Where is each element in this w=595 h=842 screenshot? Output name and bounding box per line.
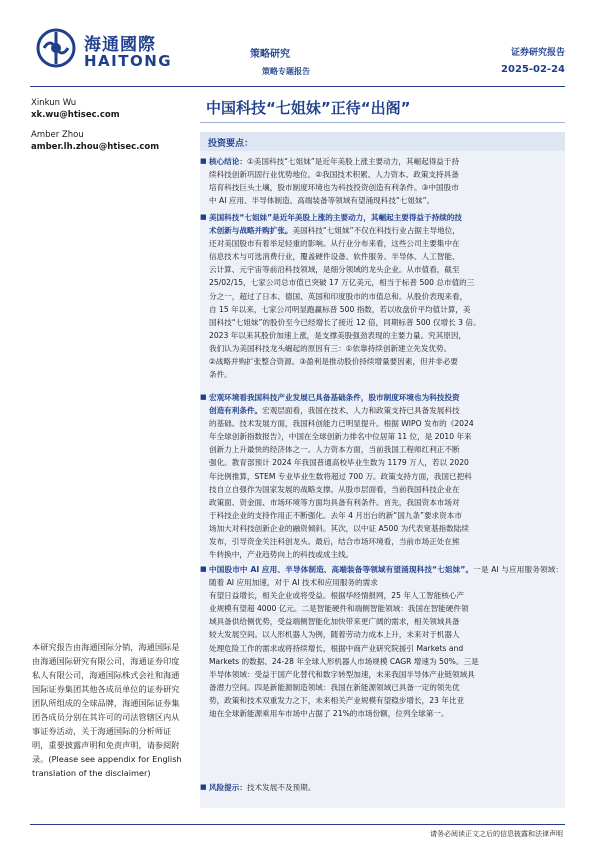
summary-paragraph	[200, 155, 563, 207]
report-date: 2025-02-24	[501, 64, 565, 75]
paragraph-line: 培育科技巨头土壤，股市制度环境也为科技投资创造有利条件。③中国股市	[209, 183, 459, 193]
paragraph-line: Markets 的数据、24-28 年全球人形机器人市场规模 CAGR 增速为 50%。三是	[209, 656, 479, 666]
paragraph-line: 中 AI 应用、半导体制造、高端装备等领域有望涌现科技“七姐妹”。	[209, 196, 435, 206]
paragraph-line: 业规模有望超 4000 亿元。二是智能硬件和端侧智能领域：我国在智能硬件领	[209, 604, 469, 614]
paragraph-lead-line: 创造有利条件。	[209, 406, 263, 416]
paragraph-line: 势，政策和技术双重发力之下，未来相关产业规模有望稳步增长，23 年比亚	[209, 695, 465, 705]
bullet-icon: ■	[200, 213, 207, 221]
paragraph-line: 技术发展不及预期。	[246, 783, 316, 792]
paragraph-lead: 美国科技“七姐妹”是近年美股上涨的主要动力，其崛起主要得益于持续的技	[209, 213, 462, 222]
paragraph-lead: 风险提示：	[209, 783, 247, 792]
header-divider	[30, 86, 565, 87]
author-name: Xinkun Wu	[31, 98, 77, 108]
paragraph-line: 条件。	[209, 370, 232, 380]
haitong-logo-icon	[36, 28, 76, 68]
paragraph-lead: 核心结论：	[209, 157, 247, 166]
paragraph-line: 场加大对科技创新企业的融资倾斜。其次，以中证 A500 为代表宽基指数陆续	[209, 523, 469, 533]
paragraph-line: 一是 AI 与应用服务领域：随着 AI 应用加速，对于 AI 技术和应用服务的需求	[209, 565, 563, 588]
paragraph-line: 政策面、资金面、市场环境等方面均具备有利条件。首先，我国资本市场对	[209, 497, 460, 507]
bullet-icon: ■	[200, 783, 207, 791]
paragraph-line: 2023 年以来其股价加速上涨，是支撑美股强劲表现的主要力量。究其原因，	[209, 330, 467, 340]
paragraph-line: 的基础。技术发展方面，我国科创能力已明显提升。根据 WIPO 发布的《2024	[209, 419, 474, 429]
author-email[interactable]: amber.lh.zhou@htisec.com	[31, 142, 160, 152]
paragraph-line: 半导体领域：受益于国产化替代和数字转型加速，未来我国半导体产业链领域具	[209, 669, 475, 679]
paragraph-line: 创新力上升最快的经济体之一。人力资本方面，当前我国工程师红利正不断	[209, 445, 460, 455]
report-category: 证券研究报告	[510, 48, 565, 58]
paragraph-line: 云计算、元宇宙等前沿科技领域，是细分领域的龙头企业。从市值看，截至	[209, 265, 460, 275]
title-divider	[200, 122, 565, 123]
paragraph-line: 美国科技“七姐妹”不仅在科技行业占据主导地位，	[292, 226, 460, 236]
paragraph-line: 于科技企业的支持作用正不断强化。去年 4 月出台的新“国九条”要求资本市	[209, 510, 462, 520]
paragraph-line: 还对美国股市有着举足轻重的影响。从行业分布来看，这些公司主要集中在	[209, 239, 460, 249]
footer-divider	[30, 824, 565, 825]
paragraph-line: 技自立自强作为国家发展的战略支撑。从股市层面看，当前我国科技企业在	[209, 484, 460, 494]
bullet-icon: ■	[200, 393, 207, 401]
paragraph-line: 续科技创新巩固行业优势地位。②我国技术积累、人力资本、政策支持具备	[209, 170, 459, 180]
bullet-icon: ■	[200, 157, 207, 165]
paragraph-line: ②战略并购扩张整合资源。③盈利是推动股价持续增量要因素，但并非必要	[209, 357, 459, 367]
summary-paragraph	[200, 211, 563, 381]
paragraph-line: 分之一，超过了日本、德国、英国和印度股市的市值总和。从股价表现来看，	[209, 291, 468, 301]
bullet-icon: ■	[200, 565, 207, 573]
paragraph-lead-line: 术创新与战略并购扩张。	[209, 226, 293, 236]
paragraph-line: 有望日益增长，相关企业或将受益。根据华经情报网，25 年人工智能核心产	[209, 591, 465, 601]
summary-paragraph	[200, 391, 563, 561]
paragraph-line: 域具备供给侧优势，受益端侧智能化加快带来更广阔的需求，相关领域具备	[209, 617, 460, 627]
paragraph-line: 发布，引导资金关注科创龙头。最后，结合市场环境看，当前市场正处在熊	[209, 537, 460, 547]
paragraph-line: 备潜力空间。四是新能源制造领域：我国在新能源领域已具备一定的领先优	[209, 682, 460, 692]
paragraph-line: 我们认为美国科技龙头崛起的原因有三：①依靠持续创新建立先发优势。	[209, 343, 452, 353]
summary-heading: 投资要点：	[208, 139, 254, 149]
brand-name-en: HAITONG	[84, 52, 173, 70]
paragraph-line: 宏观层面看，我国在技术、人力和政策支持已具备发展科技	[262, 406, 460, 416]
paragraph-line: 25/02/15，七家公司总市值已突破 17 万亿美元，相当于标普 500 总市值的三	[209, 278, 475, 288]
paragraph-line: ①美国科技“七姐妹”是近年美股上涨主要动力，其崛起得益于持	[246, 157, 460, 166]
brand-name-cn: 海通國際	[84, 35, 156, 55]
paragraph-line: 国科技“七姐妹”的股价至今已经增长了接近 12 倍，同期标普 500 仅增长 3 倍。	[209, 317, 481, 327]
author-email[interactable]: xk.wu@htisec.com	[31, 110, 120, 120]
disclaimer-text: 本研究报告由海通国际分销，海通国际是由海通国际研究有限公司，海通证券印度私人有限公司，海通国际株式会社和海通国际证券集团其他各成员单位的证券研究团队所组成的全球品牌，海通国际证券集团各成员分别在其许可的司法管辖区内从事证券活动，关于海通国际的分析师证明，重要披露声明和免责声明，请参阅附录。(Please see appendix for English translation of the disclaimer)	[32, 642, 182, 778]
summary-box-header	[200, 132, 565, 151]
paragraph-line: 迪在全球新能源乘用车市场中占据了 21%的市场份额，位列全球第一。	[209, 709, 449, 719]
paragraph-lead: 中国股市中 AI 应用、半导体制造、高端装备等领域有望涌现科技“七姐妹”。	[209, 565, 474, 574]
summary-paragraph	[200, 781, 563, 794]
paragraph-line: 信息技术与可选消费行业，覆盖硬件设备、软件服务、半导体、人工智能、	[209, 252, 460, 262]
paragraph-line: 强化。教育部预计 2024 年我国普通高校毕业生数为 1179 万人，若以 2020	[209, 458, 469, 468]
paragraph-line: 自 15 年以来，七家公司明显跑赢标普 500 指数，若以收盘价平均值计算，美	[209, 304, 471, 314]
footer-note: 请务必阅读正文之后的信息披露和法律声明	[430, 830, 563, 838]
author-name: Amber Zhou	[31, 130, 84, 140]
paragraph-line: 牛转换中，产业趋势向上的科技或成主线。	[209, 550, 354, 560]
paragraph-line: 年比例推算，STEM 专业毕业生数将超过 700 万。政策支持方面，我国已把科	[209, 471, 472, 481]
paragraph-line: 较大发展空间。以人形机器人为例，随着劳动力成本上升，未来对于机器人	[209, 630, 460, 640]
page-title: 中国科技“七姐妹”正待“出阁”	[206, 99, 411, 117]
report-subtype: 策略专题报告	[262, 67, 310, 76]
paragraph-line: 年全球创新指数报告》，中国在全球创新力排名中位居第 11 位，是 2010 年来	[209, 432, 472, 442]
paragraph-lead: 宏观环境看我国科技产业发展已具备基础条件，股市制度环境也为科技投资	[209, 393, 460, 402]
report-type: 策略研究	[250, 49, 290, 60]
summary-paragraph	[200, 563, 563, 720]
paragraph-line: 处理危险工作的需求或将持续增长，根据中商产业研究院援引 Markets and	[209, 643, 464, 653]
